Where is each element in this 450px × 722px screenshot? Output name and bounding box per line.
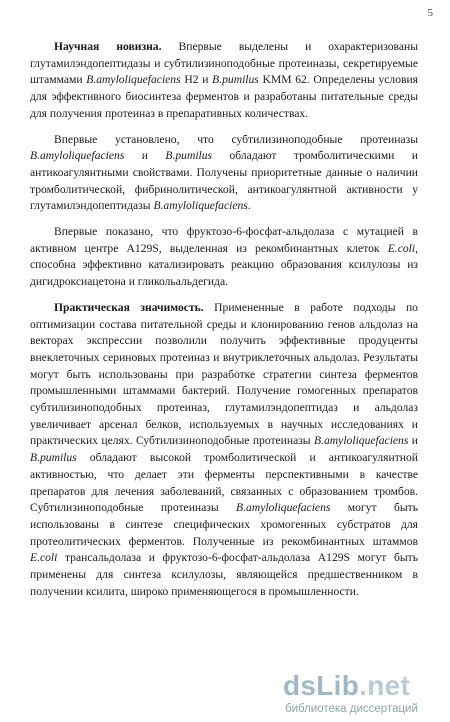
text-run: и (408, 434, 419, 448)
heading-run: Научная новизна. (54, 40, 162, 53)
text-run: Впервые показано, что фруктозо-6-фосфат-альдолаза с мутацией в активном центре A129S, выделенная из рекомбинантных клеток (30, 225, 418, 255)
paragraph (30, 300, 418, 601)
italic-term: B.pumilus (165, 149, 213, 163)
italic-term: B.amyloliquefaciens (153, 199, 248, 213)
italic-term: B.pumilus (212, 73, 259, 87)
watermark-logo-ext: .net (359, 670, 411, 701)
text-run: Впервые выделены и охарактеризованы глутамилэндопептидазы и субтилизиноподобные протеиназы, секретируемые штаммами (30, 40, 419, 87)
text-run: обладают тромболитическими и антикоагулянтными свойствами. Получены приоритетные данные о наличии тромболитической, фибринолитической, антикоагулянтной активности у глутамилэндопептидазы (30, 149, 418, 213)
text-run: . (247, 199, 251, 213)
italic-term: E.coli (387, 241, 416, 255)
italic-term: B.pumilus (30, 451, 77, 465)
text-run: H2 и (180, 73, 213, 87)
italic-term: B.amyloliquefaciens (86, 73, 181, 87)
text-run: Впервые установлено, что субтилизиноподобные протеиназы (54, 132, 418, 146)
text-run: могут быть использованы в синтезе специфических хромогенных субстратов для протеолитических ферментов. Полученные из рекомбинантных штаммов (30, 501, 419, 548)
paragraph (30, 224, 418, 291)
text-run: обладают высокой тромболитической и антикоагулянтной активностью, что делает эти ферменты перспективными в качестве препаратов для лечения заболеваний, связанных с образованием тромбов. Субтилизиноподобные протеиназы (30, 451, 418, 515)
paragraph (30, 39, 418, 123)
text-run: Примененные в работе подходы по оптимизации состава питательной среды и клонированию генов альдолаз на векторах экспрессии позволили получить эффективные продуценты внеклеточных сериновых протеиназ и внутриклеточных альдолаз. Результаты могут быть использованы при разработке стратегии синтеза ферментов промышленными штаммами бактерий. Получение гомогенных препаратов субтилизиноподобных протеиназ, глутамилэндопептидаз и альдолаз увеличивает арсенал белков, используемых в научных исследованиях и практических целях. Субтилизиноподобные протеиназы (30, 300, 418, 448)
document-body (30, 39, 418, 610)
watermark-subtitle: библиотека диссертаций (285, 703, 418, 715)
page-number: 5 (427, 7, 433, 19)
paragraph (30, 132, 418, 216)
text-run: , способна эффективно катализировать реакцию образования ксилулозы из дигидроксиацетона и гликольальдегида. (30, 241, 418, 289)
heading-run: Практическая значимость. (54, 300, 204, 314)
italic-term: B.amyloliquefaciens (30, 149, 125, 163)
text-run: KMM 62. Определены условия для эффективного биосинтеза ферментов и разработаны питательные среды для получения протеиназ в препаративных количествах. (30, 73, 419, 120)
italic-term: B.amyloliquefaciens (236, 501, 331, 515)
italic-term: E.coli (30, 551, 58, 565)
dslib-watermark (283, 670, 443, 718)
watermark-logo-main: dsLib (283, 670, 360, 701)
text-run: трансальдолаза и фруктозо-6-фосфат-альдолаза A129S могут быть применены для синтеза ксилулозы, являющейся предшественником в получении ксилита, широко применяющегося в промышленности. (30, 551, 418, 598)
text-run: и (124, 149, 166, 163)
watermark-logo (283, 670, 410, 702)
italic-term: B.amyloliquefaciens (314, 434, 409, 448)
